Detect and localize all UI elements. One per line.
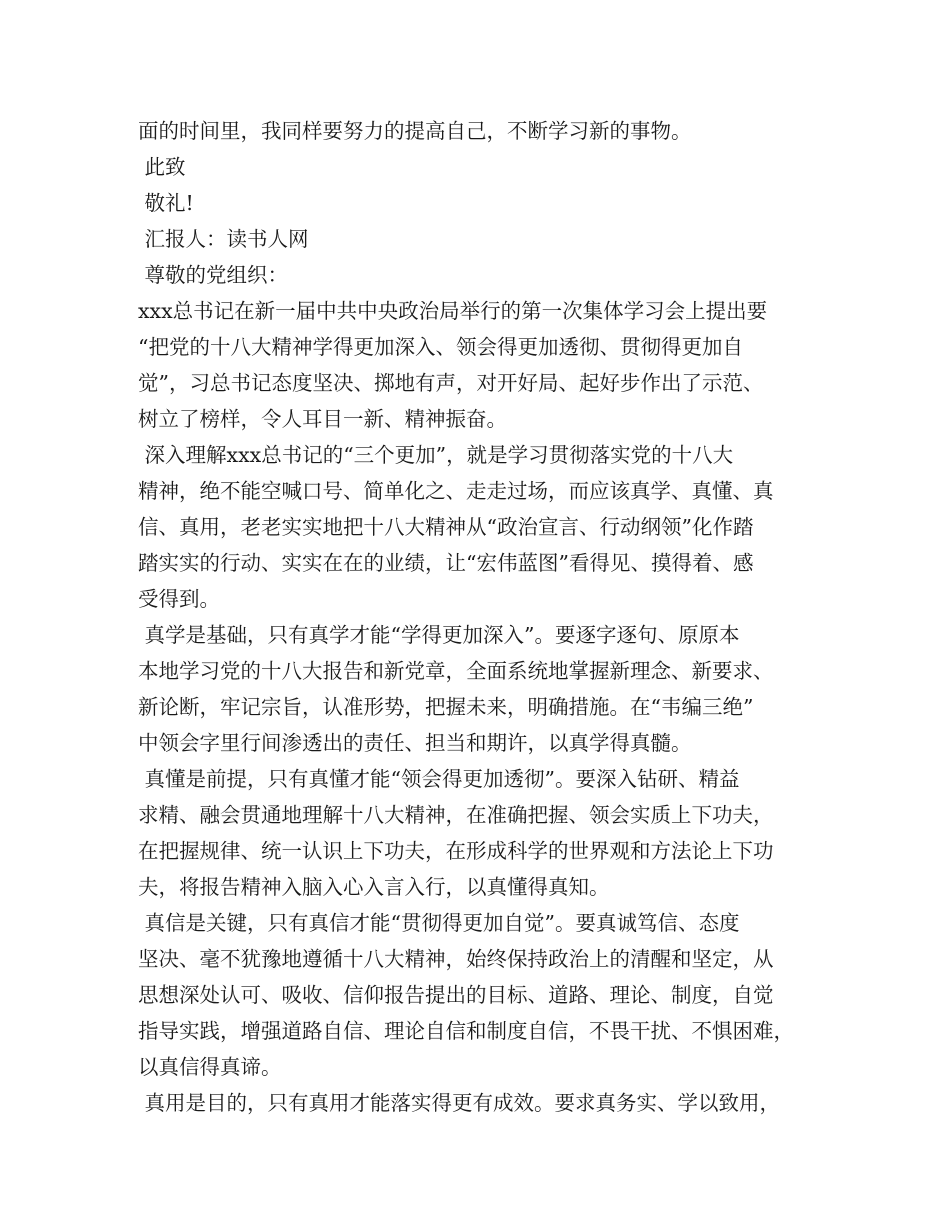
text-line: 新论断，牢记宗旨，认准形势，把握未来，明确措施。在“韦编三绝”	[138, 695, 754, 719]
text-line: 思想深处认可、吸收、信仰报告提出的目标、道路、理论、制度，自觉	[138, 983, 774, 1007]
text-line: 中领会字里行间渗透出的责任、担当和期许，以真学得真髓。	[138, 731, 692, 755]
text-line: 求精、融会贯通地理解十八大精神，在准确把握、领会实质上下功夫，	[138, 803, 774, 827]
text-line: 信、真用，老老实实地把十八大精神从“政治宣言、行动纲领”化作踏	[138, 515, 754, 539]
text-line: 真信是关键，只有真信才能“贯彻得更加自觉”。要真诚笃信、态度	[138, 911, 740, 935]
text-line: 深入理解xxx总书记的“三个更加”，就是学习贯彻落实党的十八大	[138, 443, 734, 467]
text-line: 树立了榜样，令人耳目一新、精神振奋。	[138, 407, 507, 431]
text-line: 踏实实的行动、实实在在的业绩，让“宏伟蓝图”看得见、摸得着、感	[138, 551, 754, 575]
text-line: 以真信得真谛。	[138, 1055, 282, 1079]
text-line: “把党的十八大精神学得更加深入、领会得更加透彻、贯彻得更加自	[138, 335, 743, 359]
salutation-line: 此致	[138, 155, 186, 179]
text-line: 觉”，习总书记态度坚决、掷地有声，对开好局、起好步作出了示范、	[138, 371, 764, 395]
text-line: 在把握规律、统一认识上下功夫，在形成科学的世界观和方法论上下功	[138, 839, 774, 863]
text-line: 本地学习党的十八大报告和新党章，全面系统地掌握新理念、新要求、	[138, 659, 774, 683]
text-line: 夫，将报告精神入脑入心入言入行，以真懂得真知。	[138, 875, 610, 899]
text-line: 面的时间里，我同样要努力的提高自己，不断学习新的事物。	[138, 119, 692, 143]
text-line: 精神，绝不能空喊口号、简单化之、走走过场，而应该真学、真懂、真	[138, 479, 774, 503]
document-body	[138, 113, 828, 1121]
text-line: xxx总书记在新一届中共中央政治局举行的第一次集体学习会上提出要	[138, 299, 768, 323]
greeting-line: 尊敬的党组织：	[138, 263, 289, 287]
signature-line: 汇报人：读书人网	[138, 227, 309, 251]
text-line: 真用是目的，只有真用才能落实得更有成效。要求真务实、学以致用，	[138, 1091, 781, 1115]
text-line: 坚决、毫不犹豫地遵循十八大精神，始终保持政治上的清醒和坚定，从	[138, 947, 774, 971]
text-line: 受得到。	[138, 587, 220, 611]
text-line: 真懂是前提，只有真懂才能“领会得更加透彻”。要深入钻研、精益	[138, 767, 740, 791]
text-line: 指导实践，增强道路自信、理论自信和制度自信，不畏干扰、不惧困难，	[138, 1019, 794, 1043]
text-line: 真学是基础，只有真学才能“学得更加深入”。要逐字逐句、原原本	[138, 623, 740, 647]
salutation-line: 敬礼!	[138, 191, 194, 215]
